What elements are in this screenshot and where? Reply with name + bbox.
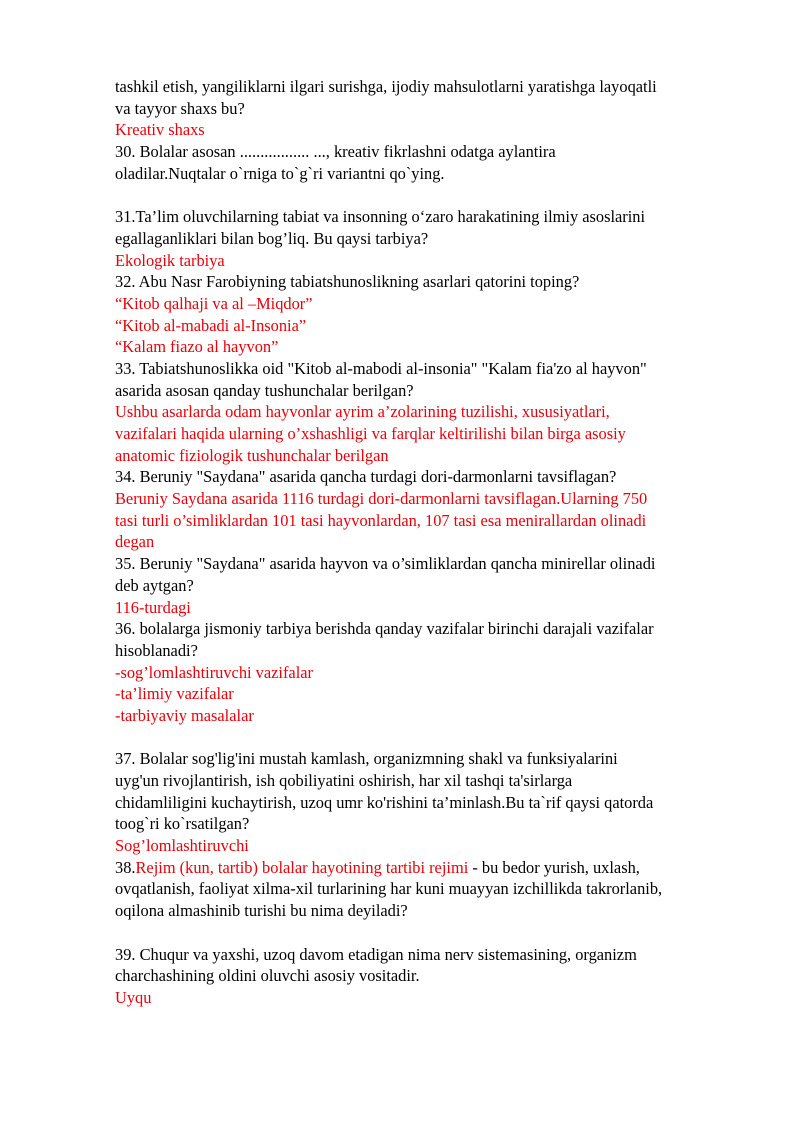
answer-line: “Kitob qalhaji va al –Miqdor”: [115, 293, 313, 313]
answer-line: “Kitob al-mabadi al-Insonia”: [115, 315, 307, 335]
question-line: 31.Ta’lim oluvchilarning tabiat va insonning o‘zaro harakatining ilmiy asoslarini: [115, 207, 646, 227]
answer-line: tasi turli o’simliklardan 101 tasi hayvonlardan, 107 tasi esa menirallardan olinadi: [115, 510, 647, 530]
answer-line: Beruniy Saydana asarida 1116 turdagi dori-darmonlarni tavsiflagan.Ularning 750: [115, 489, 648, 509]
blank-line: [115, 184, 755, 206]
answer-line: -ta’limiy vazifalar: [115, 684, 234, 704]
question-line: 35. Beruniy "Saydana" asarida hayvon va o’simliklardan qancha minirellar olinadi: [115, 554, 656, 574]
document-page: [115, 76, 755, 1009]
blank-line: [115, 727, 755, 749]
question-line: uyg'un rivojlantirish, ish qobiliyatini oshirish, har xil tashqi ta'sirlarga: [115, 771, 573, 790]
question-line: 39. Chuqur va yaxshi, uzoq davom etadigan nima nerv sistemasining, organizm: [115, 944, 637, 964]
question-line: 30. Bolalar asosan ................. ..., kreativ fikrlashni odatga aylantira: [115, 142, 556, 162]
question-line: ovqatlanish, faoliyat xilma-xil turlarining har kuni muayyan izchillikda takrorlanib,: [115, 879, 663, 899]
question-line: egallaganliklari bilan bog’liq. Bu qaysi tarbiya?: [115, 228, 429, 248]
question-line: 32. Abu Nasr Farobiyning tabiatshunoslikning asarlari qatorini toping?: [115, 272, 580, 292]
question-line: oqilona almashinib turishi bu nima deyiladi?: [115, 901, 408, 921]
answer-line: -tarbiyaviy masalalar: [115, 705, 254, 725]
question-number: 38.: [115, 857, 136, 877]
question-text: - bu bedor yurish, uxlash,: [468, 857, 640, 877]
answer-text: Rejim (kun, tartib) bolalar hayotining tartibi rejimi: [135, 857, 469, 877]
answer-line: Ekologik tarbiya: [115, 250, 225, 270]
question-line: [115, 857, 755, 879]
answer-line: “Kalam fiazo al hayvon”: [115, 337, 279, 357]
question-line: va tayyor shaxs bu?: [115, 98, 245, 118]
question-line: hisoblanadi?: [115, 640, 198, 660]
question-line: toog`ri ko`rsatilgan?: [115, 814, 250, 834]
answer-line: Sog’lomlashtiruvchi: [115, 836, 249, 856]
question-line: 34. Beruniy "Saydana" asarida qancha turdagi dori-darmonlarni tavsiflagan?: [115, 467, 617, 487]
answer-line: degan: [115, 532, 155, 552]
answer-line: Kreativ shaxs: [115, 120, 205, 140]
question-line: 37. Bolalar sog'lig'ini mustah kamlash, organizmning shakl va funksiyalarini: [115, 749, 618, 769]
question-line: charchashining oldini oluvchi asosiy vositadir.: [115, 966, 420, 986]
question-line: deb aytgan?: [115, 575, 194, 595]
question-line: tashkil etish, yangiliklarni ilgari surishga, ijodiy mahsulotlarni yaratishga layoqatli: [115, 77, 657, 96]
answer-line: Ushbu asarlarda odam hayvonlar ayrim a’zolarining tuzilishi, xususiyatlari,: [115, 402, 610, 422]
question-line: chidamliligini kuchaytirish, uzoq umr ko'rishini ta’minlash.Bu ta`rif qaysi qatorda: [115, 792, 654, 812]
question-line: asarida asosan qanday tushunchalar berilgan?: [115, 380, 414, 400]
answer-line: anatomic fiziologik tushunchalar berilgan: [115, 445, 389, 465]
answer-line: vazifalari haqida ularning o’xshashligi va farqlar keltirilishi bilan birga asosiy: [115, 424, 626, 443]
blank-line: [115, 922, 755, 944]
answer-line: 116-turdagi: [115, 597, 191, 617]
answer-line: Uyqu: [115, 987, 152, 1007]
question-line: 33. Tabiatshunoslikka oid "Kitob al-mabodi al-insonia" "Kalam fia'zo al hayvon": [115, 358, 647, 378]
question-line: oladilar.Nuqtalar o`rniga to`g`ri variantni qo`ying.: [115, 163, 445, 183]
question-line: 36. bolalarga jismoniy tarbiya berishda qanday vazifalar birinchi darajali vazifalar: [115, 619, 654, 639]
answer-line: -sog’lomlashtiruvchi vazifalar: [115, 662, 313, 682]
